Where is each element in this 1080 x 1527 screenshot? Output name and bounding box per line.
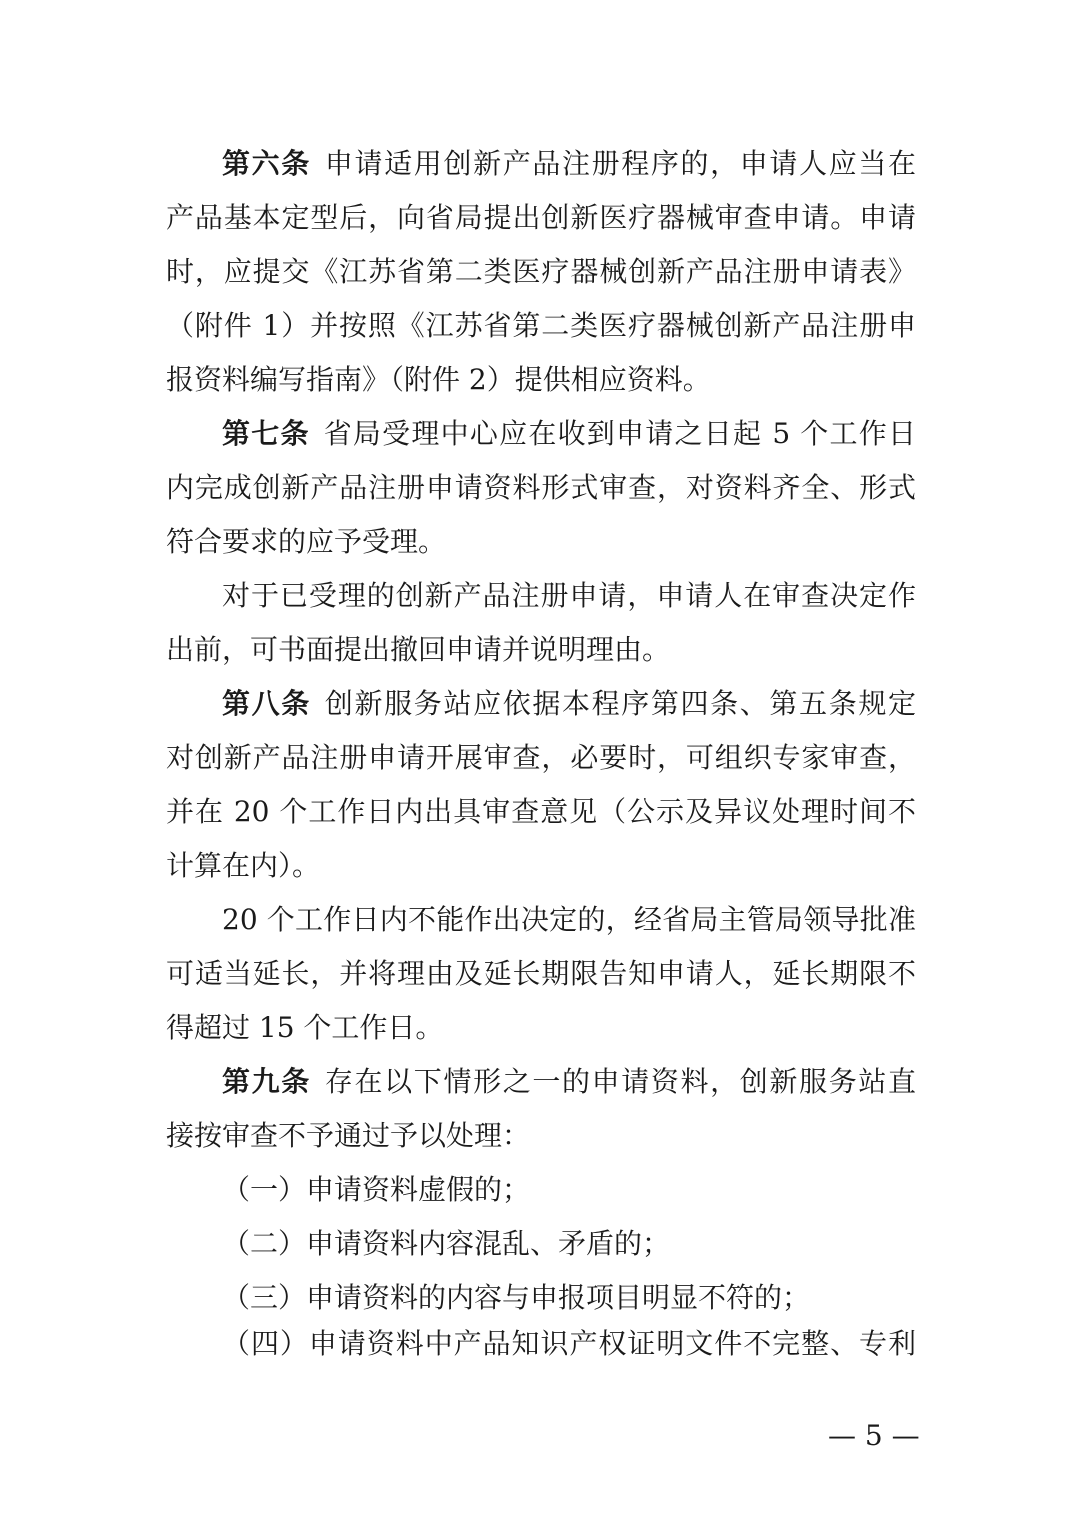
- article-6-heading: 第六条: [222, 147, 311, 180]
- article-9-item-2: （二）申请资料内容混乱、矛盾的；: [222, 1227, 671, 1260]
- article-8-text: 创新服务站应依据本程序第四条、第五条规定: [324, 687, 916, 720]
- article-8-line-4: 计算在内）。: [166, 849, 321, 882]
- article-9-item-1: （一）申请资料虚假的；: [222, 1173, 531, 1206]
- article-9-heading: 第九条: [222, 1065, 311, 1098]
- article-8-heading: 第八条: [222, 687, 311, 720]
- article-6-line-1: [222, 146, 916, 182]
- article-9-line-1: [222, 1064, 916, 1100]
- article-7-line-2: 内完成创新产品注册申请资料形式审查，对资料齐全、形式: [166, 471, 916, 504]
- article-6-line-5: 报资料编写指南》（附件 2）提供相应资料。: [166, 363, 711, 396]
- article-9-line-2: 接按审查不予通过予以处理：: [166, 1119, 531, 1152]
- article-7-para2-line-1: 对于已受理的创新产品注册申请，申请人在审查决定作: [222, 579, 916, 612]
- article-7-text: 省局受理中心应在收到申请之日起 5 个工作日: [323, 417, 916, 450]
- article-7-line-3: 符合要求的应予受理。: [166, 525, 447, 558]
- article-6-line-2: 产品基本定型后，向省局提出创新医疗器械审查申请。申请: [166, 201, 916, 234]
- article-6-text: 申请适用创新产品注册程序的，申请人应当在: [324, 147, 916, 180]
- article-7-line-1: [222, 416, 916, 452]
- article-8-line-3: 并在 20 个工作日内出具审查意见（公示及异议处理时间不: [166, 795, 916, 828]
- article-6-line-4: （附件 1）并按照《江苏省第二类医疗器械创新产品注册申: [166, 309, 916, 342]
- article-8-para2-line-1: 20 个工作日内不能作出决定的，经省局主管局领导批准: [222, 903, 916, 936]
- page-number: — 5 —: [828, 1419, 920, 1452]
- article-9-item-4: （四）申请资料中产品知识产权证明文件不完整、专利: [222, 1327, 916, 1360]
- article-8-para2-line-3: 得超过 15 个工作日。: [166, 1011, 444, 1044]
- article-8-line-2: 对创新产品注册申请开展审查，必要时，可组织专家审查，: [166, 741, 916, 774]
- article-8-para2-line-2: 可适当延长，并将理由及延长期限告知申请人，延长期限不: [166, 957, 916, 990]
- article-9-text: 存在以下情形之一的申请资料，创新服务站直: [324, 1065, 916, 1098]
- article-6-line-3: 时，应提交《江苏省第二类医疗器械创新产品注册申请表》: [166, 255, 916, 288]
- article-7-para2-line-2: 出前，可书面提出撤回申请并说明理由。: [166, 633, 671, 666]
- article-7-heading: 第七条: [222, 417, 310, 450]
- article-8-line-1: [222, 686, 916, 722]
- article-9-item-3: （三）申请资料的内容与申报项目明显不符的；: [222, 1281, 811, 1314]
